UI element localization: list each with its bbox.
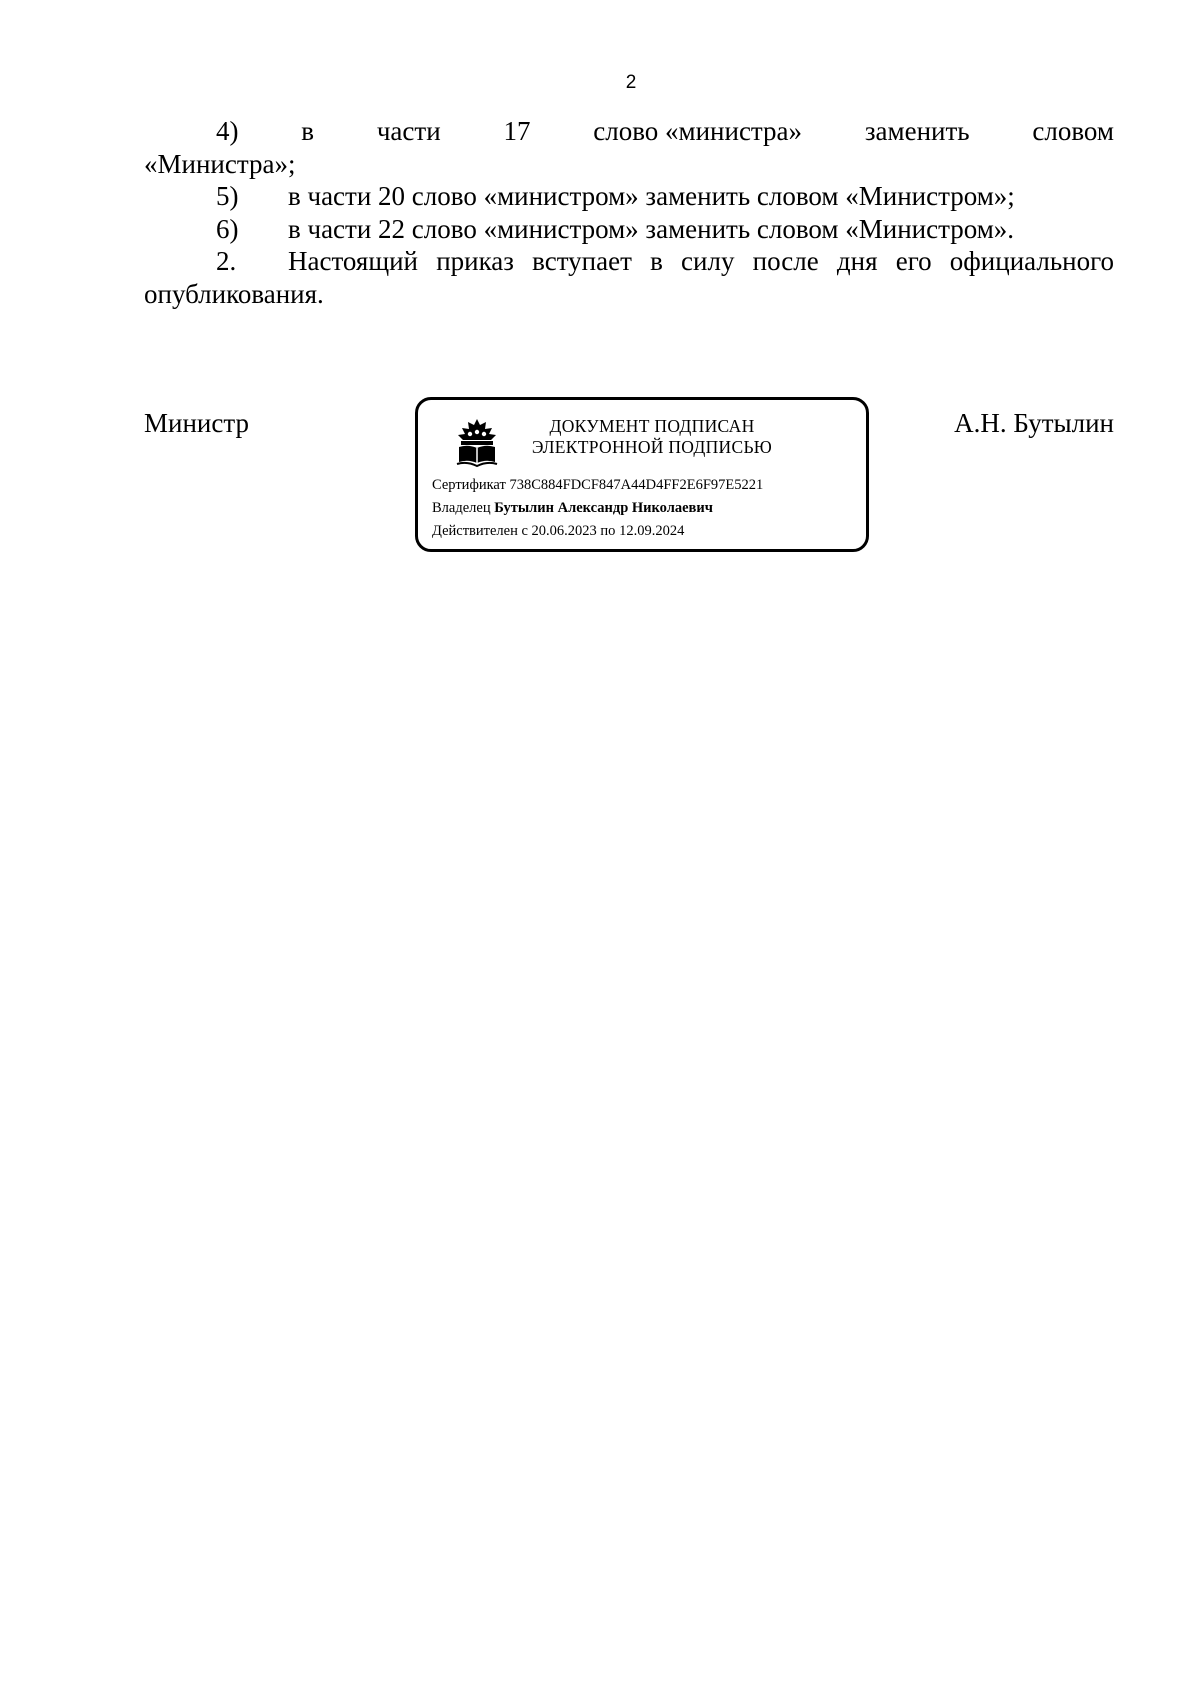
stamp-validity <box>432 523 684 540</box>
point-2-number: 2. <box>216 246 237 276</box>
electronic-signature-stamp <box>415 397 869 552</box>
valid-label: Действителен <box>432 523 518 539</box>
page-number: 2 <box>625 72 637 93</box>
item-5-number: 5) <box>216 181 239 211</box>
signatory-name: А.Н. Бутылин <box>954 408 1114 438</box>
item-6-number: 6) <box>216 213 239 244</box>
valid-from: 20.06.2023 <box>531 523 597 539</box>
valid-to: 12.09.2024 <box>619 523 685 539</box>
item-4-continuation: «Министра»; <box>144 148 296 179</box>
emblem-icon <box>454 417 500 469</box>
owner-label: Владелец <box>432 500 491 516</box>
item-4-word: 17 <box>503 116 531 146</box>
signatory-position: Министр <box>144 408 249 438</box>
item-6-text: в части 22 слово «министром» заменить словом «Министром». <box>288 213 1015 244</box>
stamp-title-line-2: ЭЛЕКТРОННОЙ ПОДПИСЬЮ <box>531 437 773 457</box>
item-4-number: 4) <box>216 116 239 146</box>
item-6 <box>144 213 1114 246</box>
stamp-certificate <box>432 477 763 494</box>
item-5-text: в части 20 слово «министром» заменить словом «Министром»; <box>288 181 1015 211</box>
item-4-word: слово «министра» <box>593 116 803 146</box>
certificate-value: 738C884FDCF847A44D4FF2E6F97E5221 <box>509 477 764 493</box>
item-4-first-line <box>144 115 1114 148</box>
item-5 <box>144 180 1114 213</box>
stamp-title <box>528 416 776 458</box>
stamp-title-line-1: ДОКУМЕНТ ПОДПИСАН <box>549 416 755 436</box>
valid-to-label: по <box>600 523 616 539</box>
certificate-label: Сертификат <box>432 477 506 493</box>
valid-from-label: с <box>521 523 528 539</box>
point-2 <box>144 245 1114 310</box>
item-4-word: части <box>376 116 441 146</box>
item-4-word: словом <box>1032 116 1114 146</box>
item-4-word: в <box>301 116 315 146</box>
owner-value: Бутылин Александр Николаевич <box>494 500 713 516</box>
stamp-owner <box>432 500 713 517</box>
document-body <box>144 115 1114 310</box>
item-4-word: заменить <box>864 116 970 146</box>
point-2-text: Настоящий приказ вступает в силу после дня его официального опубликования. <box>144 246 1114 309</box>
